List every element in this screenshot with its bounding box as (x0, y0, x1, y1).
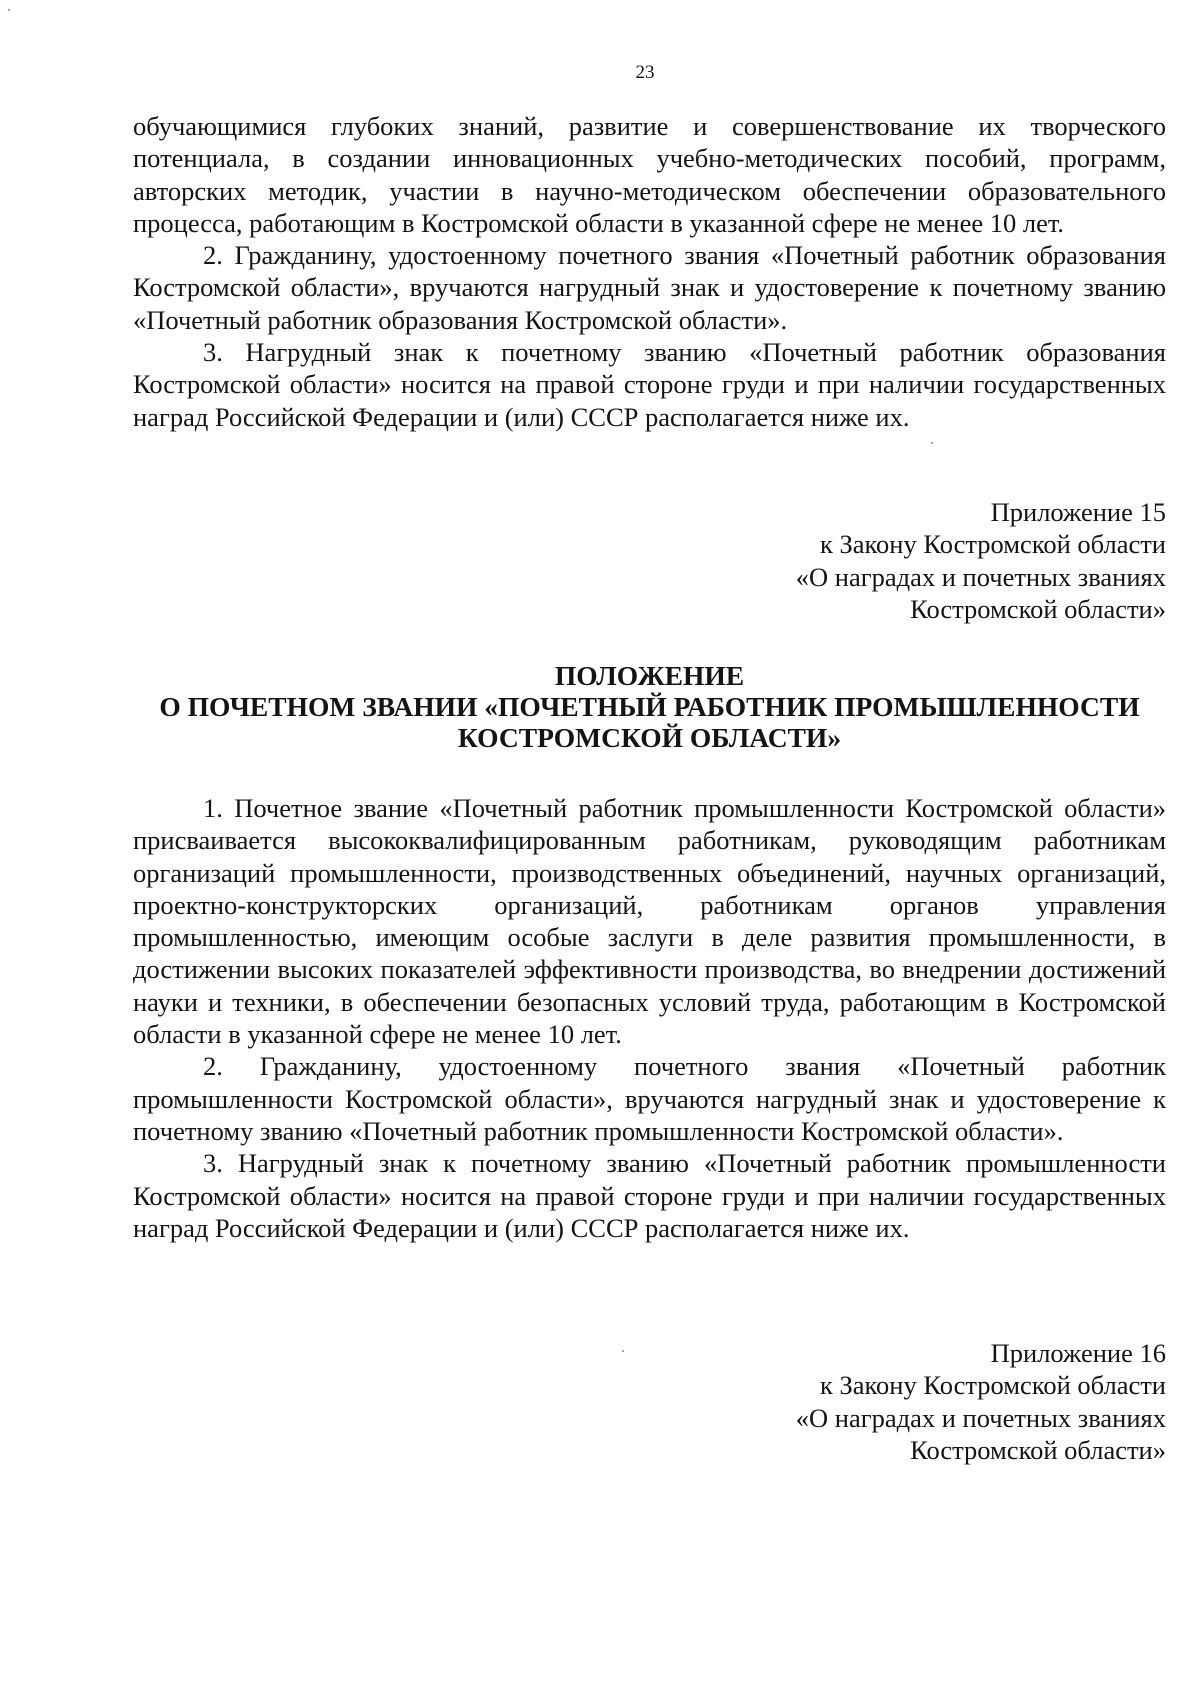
scan-speck (931, 442, 933, 444)
heading-line: О ПОЧЕТНОМ ЗВАНИИ «ПОЧЕТНЫЙ РАБОТНИК ПРОМЫШЛЕННОСТИ (159, 691, 1140, 722)
scan-speck (8, 9, 10, 11)
regulation-paragraph-1: 1. Почетное звание «Почетный работник промышленности Костромской области» присваивается высококвалифицированным работникам, руководящим работникам организаций промышленности, производственных объединений, научных организаций, проектно-конструкторских организаций, работникам органов управления промышленностью, имеющим особые заслуги в деле развития промышленности, в достижении высоких показателей эффективности производства, во внедрении достижений науки и техники, в обеспечении безопасных условий труда, работающим в Костромской области в указанной сфере не менее 10 лет. (133, 793, 1166, 1050)
page-number: 23 (635, 62, 655, 83)
regulation-paragraph-3: 3. Нагрудный знак к почетному званию «Почетный работник промышленности Костромской области» носится на правой стороне груди и при наличии государственных наград Российской Федерации и (или) СССР располагается ниже их. (133, 1148, 1166, 1243)
appendix-line: к Закону Костромской области (819, 1370, 1166, 1401)
continuation-paragraph: обучающимися глубоких знаний, развитие и совершенствование их творческого потенциала, в создании инновационных учебно-методических пособий, программ, авторских методик, участии в научно-методическом обеспечении образовательного процесса, работающим в Костромской области в указанной сфере не менее 10 лет. (133, 111, 1166, 238)
appendix-line: Костромской области» (910, 593, 1166, 624)
top-section (133, 110, 1166, 433)
appendix-line: Костромской области» (910, 1434, 1166, 1465)
appendix-line: «О наградах и почетных званиях (795, 561, 1166, 592)
heading-line: ПОЛОЖЕНИЕ (554, 660, 745, 691)
appendix-line: «О наградах и почетных званиях (795, 1402, 1166, 1433)
paragraph-2: 2. Гражданину, удостоенному почетного звания «Почетный работник образования Костромской области», вручаются нагрудный знак и удостоверение к почетному званию «Почетный работник образования Костромской области». (133, 240, 1166, 335)
appendix-16-note (796, 1337, 1166, 1466)
regulation-body (133, 792, 1166, 1244)
appendix-line: к Закону Костромской области (819, 529, 1166, 560)
appendix-15-note (796, 496, 1166, 625)
paragraph-3: 3. Нагрудный знак к почетному званию «Почетный работник образования Костромской области» носится на правой стороне груди и при наличии государственных наград Российской Федерации и (или) СССР располагается ниже их. (133, 337, 1166, 432)
heading-line: КОСТРОМСКОЙ ОБЛАСТИ» (457, 722, 842, 753)
regulation-paragraph-2: 2. Гражданину, удостоенному почетного звания «Почетный работник промышленности Костромской области», вручаются нагрудный знак и удостоверение к почетному званию «Почетный работник промышленности Костромской области». (133, 1051, 1166, 1146)
appendix-line: Приложение 15 (990, 497, 1166, 527)
appendix-line: Приложение 16 (990, 1338, 1166, 1368)
regulation-heading (133, 660, 1166, 753)
scan-speck (622, 1350, 624, 1352)
